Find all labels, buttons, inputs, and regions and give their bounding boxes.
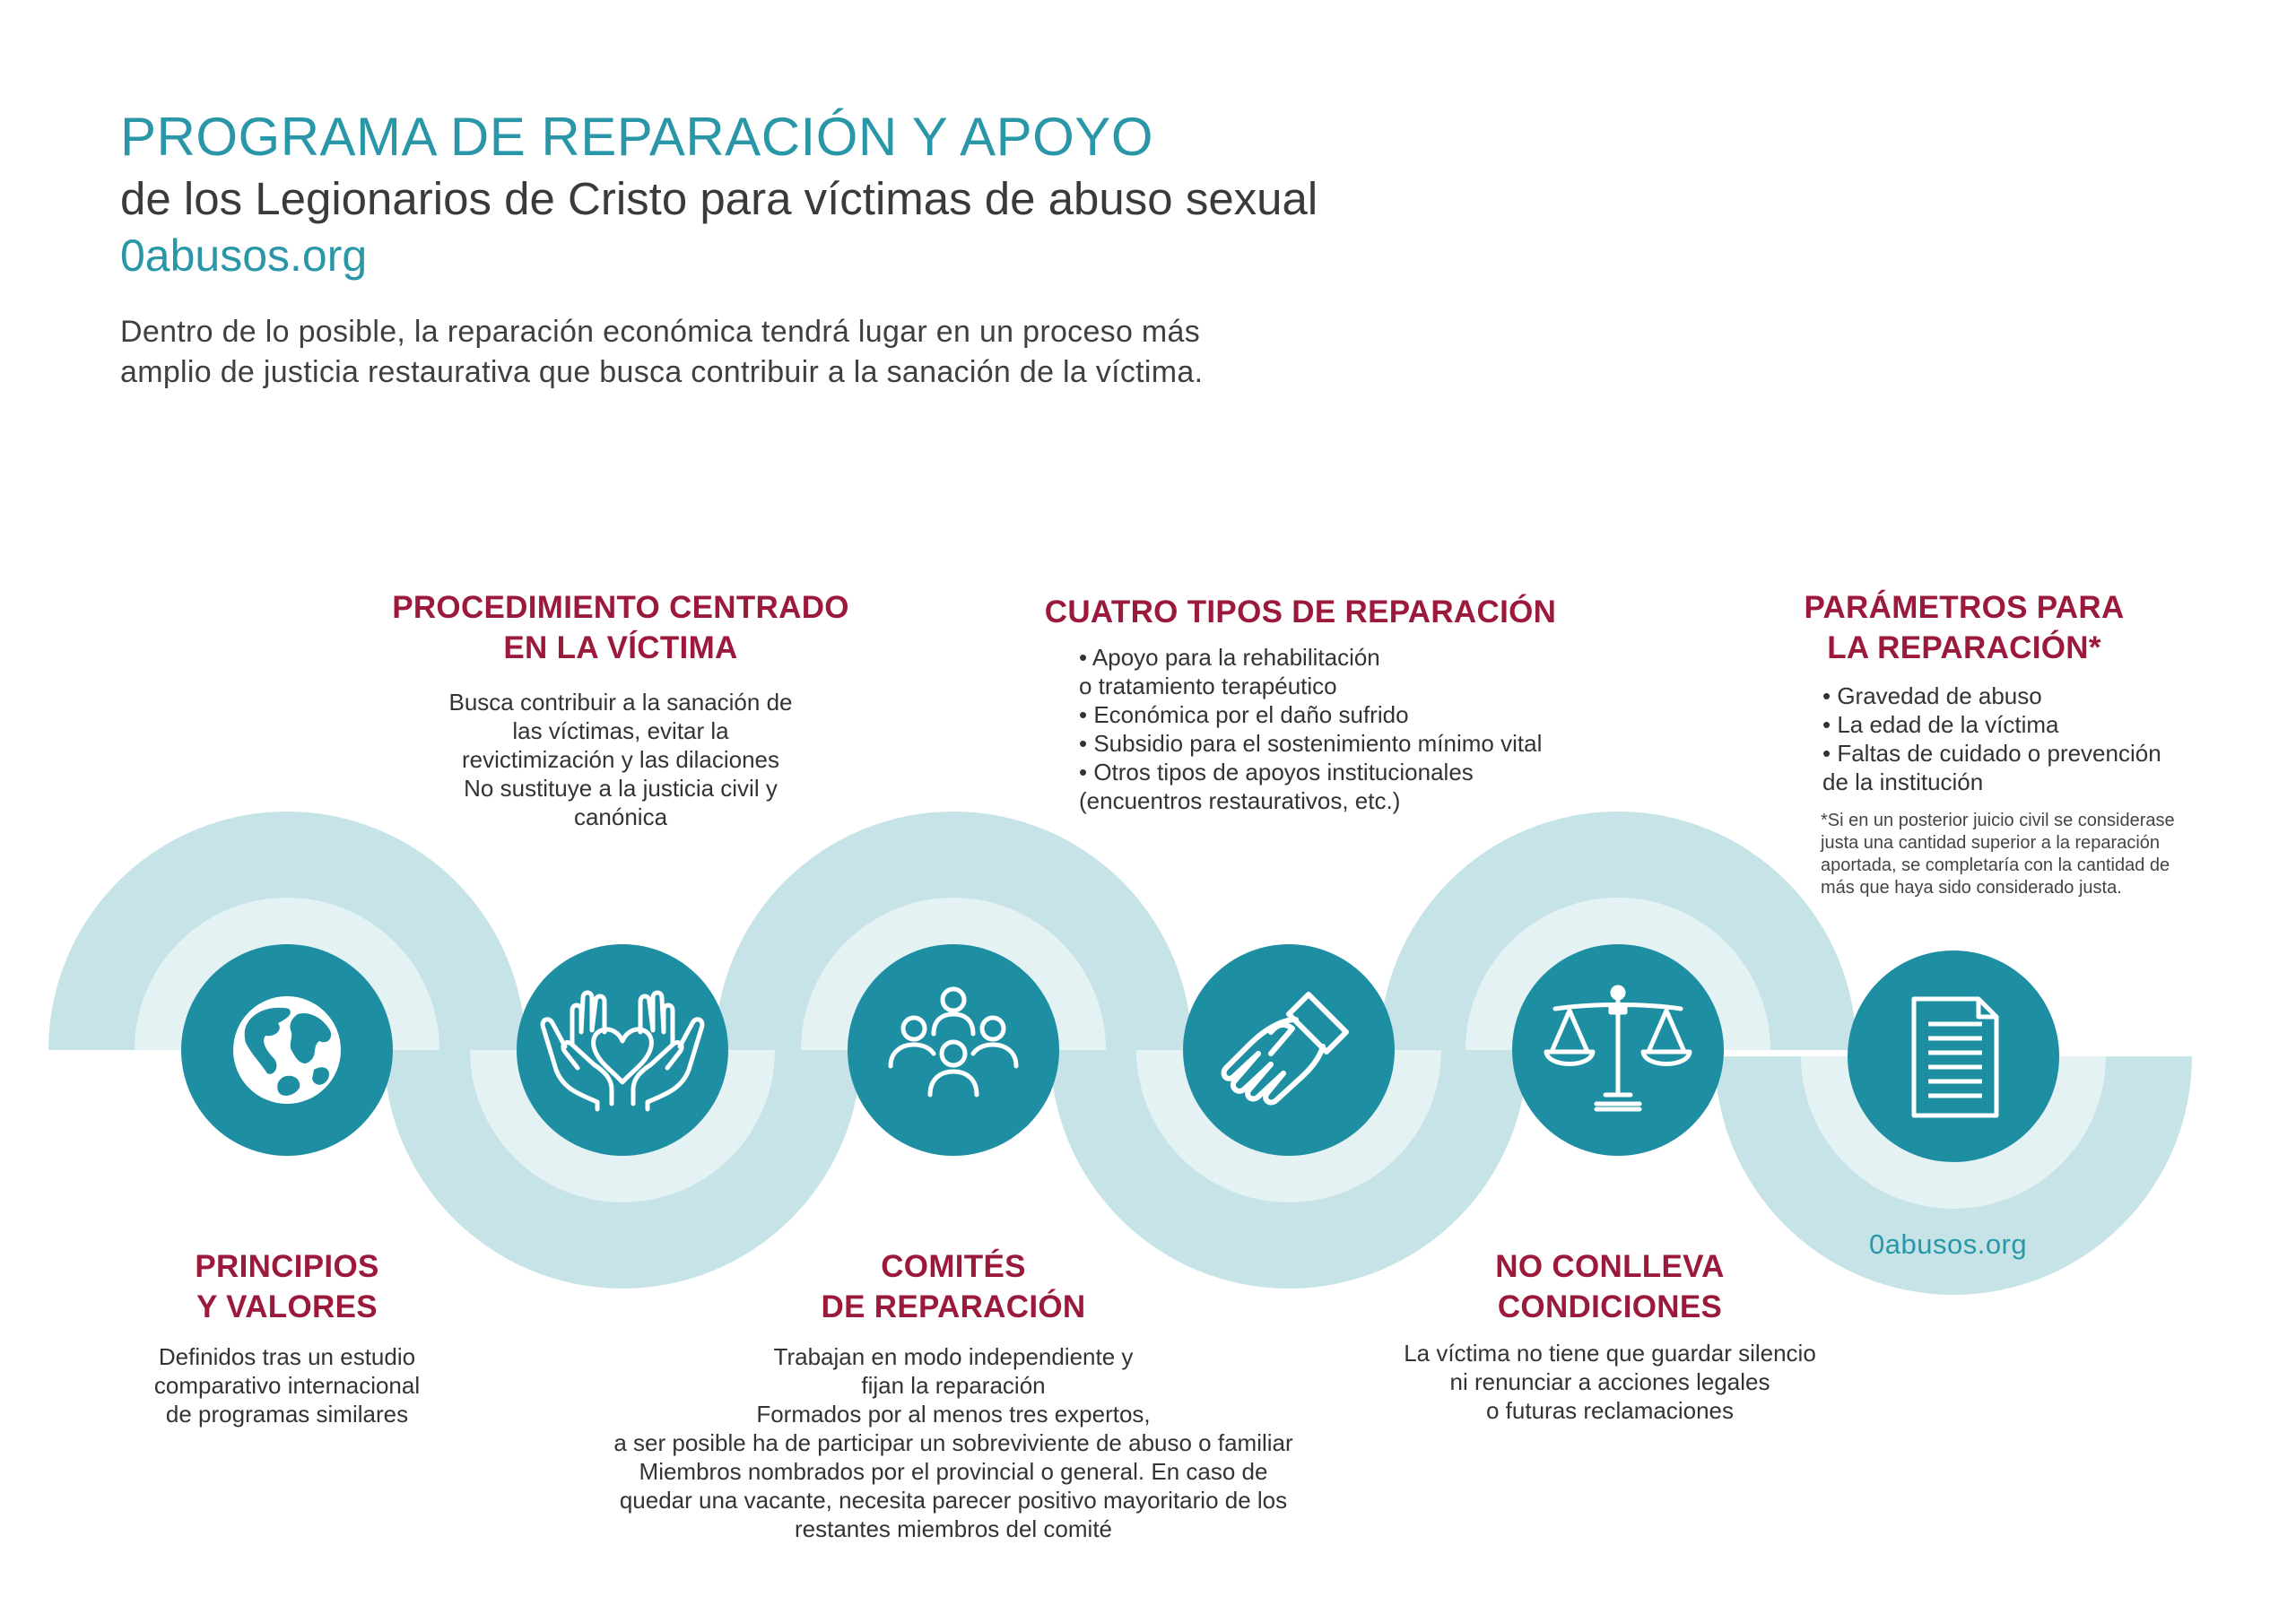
page-subtitle: de los Legionarios de Cristo para víctimas de abuso sexual (120, 173, 1318, 224)
step-body-line: de programas similares (165, 1401, 409, 1428)
step-title-no-conlleva (1386, 1246, 1834, 1327)
step-body-line: revictimización y las dilaciones (461, 746, 780, 773)
bullet-item: • Gravedad de abuso (1822, 682, 2042, 709)
bullet-item: • La edad de la víctima (1822, 711, 2059, 738)
step-title-line: DE REPARACIÓN (821, 1289, 1086, 1324)
step-body-line: comparativo internacional (153, 1372, 421, 1399)
step-title-cuatro-tipos (1013, 592, 1587, 632)
step-title-line: CONDICIONES (1497, 1289, 1723, 1324)
footnote-line: aportada, se completaría con la cantidad de (1821, 855, 2170, 875)
step-title-line: PROCEDIMIENTO CENTRADO (392, 590, 849, 625)
step-body-no-conlleva (1359, 1339, 1861, 1425)
footnote-line: más que haya sido considerado justa. (1821, 878, 2122, 898)
step-body-line: Definidos tras un estudio (158, 1343, 416, 1370)
bullet-item: (encuentros restaurativos, etc.) (1079, 787, 1401, 814)
step-circle-cuatro-tipos (1183, 944, 1395, 1156)
header-url[interactable]: 0abusos.org (120, 230, 368, 281)
step-body-cuatro-tipos (1079, 643, 1635, 815)
intro-line: Dentro de lo posible, la reparación económica tendrá lugar en un proceso más (120, 315, 1201, 349)
bullet-item: • Faltas de cuidado o prevención (1822, 740, 2161, 767)
step-title-line: PARÁMETROS PARA (1804, 590, 2125, 625)
step-body-line: las víctimas, evitar la (512, 717, 729, 744)
footnote-line: justa una cantidad superior a la reparación (1821, 833, 2161, 853)
step-title-comites (729, 1246, 1178, 1327)
step-body-line: o futuras reclamaciones (1485, 1397, 1735, 1424)
step-body-line: Busca contribuir a la sanación de (448, 689, 793, 716)
bullet-item: • Otros tipos de apoyos institucionales (1079, 759, 1474, 785)
wave-url[interactable]: 0abusos.org (1869, 1228, 2028, 1260)
step-body-line: Formados por al menos tres expertos, (756, 1401, 1151, 1428)
step-body-line: La víctima no tiene que guardar silencio (1404, 1340, 1816, 1367)
step-title-line: EN LA VÍCTIMA (503, 630, 738, 665)
step-body-procedimiento (396, 688, 845, 831)
step-title-line: COMITÉS (881, 1249, 1026, 1284)
step-body-line: a ser posible ha de participar un sobreviviente de abuso o familiar (613, 1429, 1293, 1456)
bullet-item: • Subsidio para el sostenimiento mínimo vital (1079, 730, 1543, 757)
bullet-item: • Económica por el daño sufrido (1079, 701, 1409, 728)
step-body-line: fijan la reparación (861, 1372, 1046, 1399)
step-body-line: No sustituye a la justicia civil y (464, 775, 778, 802)
step-title-principios (108, 1246, 466, 1327)
step-body-line: quedar una vacante, necesita parecer positivo mayoritario de los (619, 1487, 1288, 1514)
step-title-line: PRINCIPIOS (195, 1249, 379, 1284)
bullet-item: de la institución (1822, 768, 1984, 795)
step-body-parametros (1822, 681, 2235, 796)
footnote-line: *Si en un posterior juicio civil se considerase (1821, 811, 2175, 830)
step-body-line: restantes miembros del comité (794, 1515, 1113, 1542)
step-title-procedimiento (352, 587, 890, 668)
step-title-parametros (1713, 587, 2215, 668)
intro-line: amplio de justicia restaurativa que busca contribuir a la sanación de la víctima. (120, 355, 1204, 389)
step-body-line: ni renunciar a acciones legales (1449, 1368, 1770, 1395)
step-title-line: LA REPARACIÓN* (1827, 630, 2101, 665)
step-title-line: CUATRO TIPOS DE REPARACIÓN (1044, 595, 1557, 629)
step-circle-parametros (1848, 950, 2059, 1162)
step-body-principios (108, 1342, 466, 1428)
globe-icon (233, 996, 341, 1104)
step-body-line: Trabajan en modo independiente y (773, 1343, 1134, 1370)
footnote (1821, 810, 2278, 899)
bullet-item: o tratamiento terapéutico (1079, 673, 1337, 699)
step-circle-comites (848, 944, 1059, 1156)
bullet-item: • Apoyo para la rehabilitación (1079, 644, 1380, 671)
step-body-line: Miembros nombrados por el provincial o general. En caso de (639, 1458, 1268, 1485)
page-title: PROGRAMA DE REPARACIÓN Y APOYO (120, 107, 1153, 167)
step-title-line: NO CONLLEVA (1495, 1249, 1725, 1284)
step-body-comites (550, 1342, 1357, 1543)
step-title-line: Y VALORES (196, 1289, 378, 1324)
step-body-line: canónica (573, 803, 668, 830)
